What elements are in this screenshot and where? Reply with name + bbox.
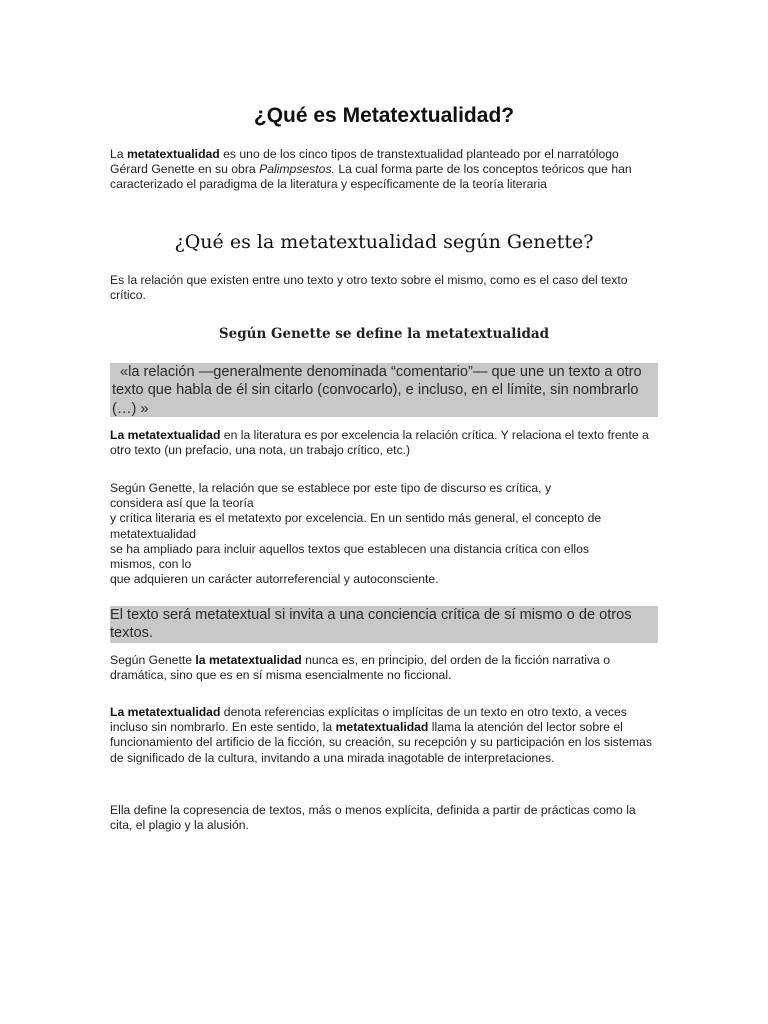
literature-bold-term: La metatextualidad: [110, 428, 221, 442]
intro-text-2: es uno de los cinco tipos de transtextualidad planteado por el narratólogo Gérard Genette en su obra: [110, 147, 619, 177]
subheading-definition: Según Genette se define la metatextualidad: [218, 326, 550, 342]
section-heading-genette: ¿Qué es la metatextualidad según Genette?: [174, 231, 594, 253]
literature-text: en la literatura es por excelencia la relación crítica. Y relaciona el texto frente a otro texto (un prefacio, una nota, un trabajo crítico, etc.): [110, 428, 649, 458]
quote-block: [110, 363, 658, 417]
references-text-2: llama la atención del lector sobre el funcionamiento del artificio de la ficción, su creación, su recepción y su participación en los sistemas de significado de la cultura, invitando a una mirada inagotable de interpretaciones.: [110, 720, 652, 765]
references-bold-term-1: La metatextualidad: [110, 705, 221, 719]
intro-text-1: La: [110, 147, 127, 161]
intro-paragraph: [110, 147, 658, 193]
intro-italic-title: Palimpsestos.: [259, 162, 335, 177]
genette-line: y crítica literaria es el metatexto por excelencia. En un sentido más general, el concepto de: [110, 511, 602, 526]
quote-text: «la relación —generalmente denominada “comentario”— que une un texto a otro texto que habla de él sin citarlo (convocarlo), e incluso, en el límite, sin nombrarlo (…) »: [112, 364, 642, 417]
genette-line: considera así que la teoría: [110, 496, 254, 511]
page-title: ¿Qué es Metatextualidad?: [253, 104, 515, 127]
genette-line: Según Genette, la relación que se establece por este tipo de discurso es crítica, y: [110, 481, 552, 495]
copresence-paragraph: Ella define la copresencia de textos, más o menos explícita, definida a partir de prácticas como la cita, el plagio y la alusión.: [110, 803, 636, 833]
fiction-text-1: Según Genette: [110, 653, 196, 667]
genette-line: que adquieren un carácter autorreferencial y autoconsciente.: [110, 572, 439, 587]
fiction-paragraph: [110, 653, 658, 683]
intro-bold-term: metatextualidad: [126, 147, 220, 161]
references-bold-term-2: metatextualidad: [335, 720, 429, 735]
references-text-1: denota referencias explícitas o implícitas de un texto en otro texto, a veces incluso sin nombrarlo. En este sentido, la: [110, 705, 627, 735]
fiction-text-2: nunca es, en principio, del orden de la ficción narrativa o dramática, sino que es en sí misma esencialmente no ficcional.: [110, 653, 610, 683]
definition-paragraph: Es la relación que existen entre uno texto y otro texto sobre el mismo, como es el caso del texto crítico.: [110, 273, 628, 303]
genette-line: metatextualidad: [110, 526, 197, 541]
literature-paragraph: [110, 428, 658, 458]
genette-line: mismos, con lo: [110, 557, 192, 572]
highlight-block: El texto será metatextual si invita a una conciencia crítica de sí mismo o de otros textos.: [110, 606, 658, 643]
fiction-bold-term: la metatextualidad: [195, 653, 302, 667]
genette-paragraph: [110, 481, 658, 587]
references-paragraph: [110, 705, 658, 766]
intro-text-3: La cual forma parte de los conceptos teóricos que han caracterizado el paradigma de la literatura y específicamente de la teoría literaria: [110, 162, 632, 192]
genette-line: se ha ampliado para incluir aquellos textos que establecen una distancia crítica con ellos: [110, 541, 589, 556]
